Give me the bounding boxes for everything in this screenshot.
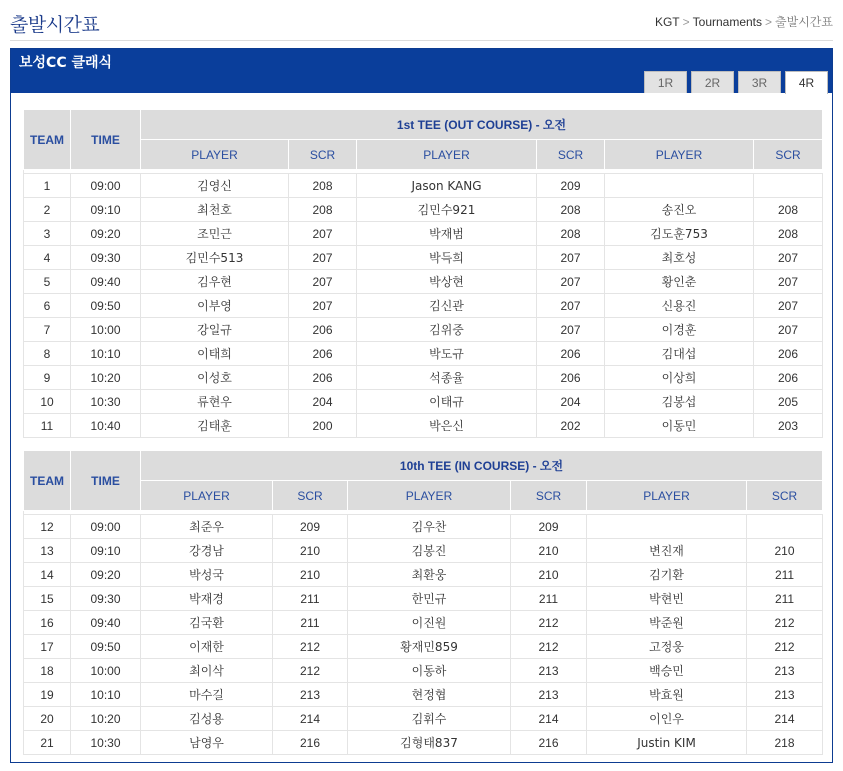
player-name: 김봉진	[348, 539, 511, 563]
tee-times-panel	[10, 48, 833, 763]
player-score: 212	[747, 635, 823, 659]
page-title: 출발시간표	[10, 14, 100, 36]
table-row	[24, 563, 823, 587]
player-score: 210	[273, 563, 348, 587]
player-score: 206	[537, 342, 605, 366]
player-name: 박현빈	[587, 587, 747, 611]
column-header-scr: SCR	[754, 140, 823, 170]
player-score: 206	[537, 366, 605, 390]
team-number: 12	[24, 515, 71, 539]
player-name: 남영우	[141, 731, 273, 755]
tee-table-body	[24, 174, 823, 438]
player-score: 207	[289, 270, 357, 294]
team-number: 19	[24, 683, 71, 707]
player-score: 210	[747, 539, 823, 563]
tee-time: 10:30	[71, 390, 141, 414]
column-header-player: PLAYER	[348, 481, 511, 511]
column-header-scr: SCR	[537, 140, 605, 170]
player-name: 이태규	[357, 390, 537, 414]
player-name: 김도훈753	[605, 222, 754, 246]
team-number: 17	[24, 635, 71, 659]
team-number: 8	[24, 342, 71, 366]
player-name: 이경훈	[605, 318, 754, 342]
tee-time: 09:50	[71, 635, 141, 659]
player-name: 김봉섭	[605, 390, 754, 414]
breadcrumb-separator: >	[682, 15, 690, 29]
player-score: 208	[537, 198, 605, 222]
table-row	[24, 659, 823, 683]
table-row	[24, 414, 823, 438]
player-name: 최이삭	[141, 659, 273, 683]
player-score: 212	[273, 635, 348, 659]
player-score: 207	[754, 318, 823, 342]
player-name: 백승민	[587, 659, 747, 683]
player-score: 209	[511, 515, 587, 539]
player-score: 206	[289, 366, 357, 390]
player-score: 207	[537, 246, 605, 270]
tee-time: 09:30	[71, 587, 141, 611]
player-score: 212	[511, 611, 587, 635]
table-row	[24, 731, 823, 755]
tee-table-in-course	[23, 450, 823, 755]
player-name: 변진재	[587, 539, 747, 563]
player-name: 이인우	[587, 707, 747, 731]
player-name: 김신관	[357, 294, 537, 318]
player-name: 김민수921	[357, 198, 537, 222]
player-score	[754, 174, 823, 198]
tee-time: 10:20	[71, 707, 141, 731]
player-name: 한민규	[348, 587, 511, 611]
player-score: 214	[747, 707, 823, 731]
column-header-scr: SCR	[747, 481, 823, 511]
player-score: 214	[511, 707, 587, 731]
player-name: 강일규	[141, 318, 289, 342]
player-score: 207	[754, 294, 823, 318]
player-name: 박효원	[587, 683, 747, 707]
player-name: Jason KANG	[357, 174, 537, 198]
player-score: 208	[754, 222, 823, 246]
player-name: 이동하	[348, 659, 511, 683]
tee-time: 09:20	[71, 563, 141, 587]
player-score: 200	[289, 414, 357, 438]
tee-time: 09:30	[71, 246, 141, 270]
player-score: 213	[511, 683, 587, 707]
tee-time: 10:10	[71, 683, 141, 707]
player-name: 류현우	[141, 390, 289, 414]
team-number: 6	[24, 294, 71, 318]
table-row	[24, 635, 823, 659]
player-name: 김우현	[141, 270, 289, 294]
player-score: 207	[289, 246, 357, 270]
table-row	[24, 515, 823, 539]
player-name: 김성용	[141, 707, 273, 731]
player-score: 213	[511, 659, 587, 683]
team-number: 15	[24, 587, 71, 611]
course-header: 10th TEE (IN COURSE) - 오전	[141, 451, 823, 481]
team-number: 20	[24, 707, 71, 731]
player-name: 이재한	[141, 635, 273, 659]
team-number: 10	[24, 390, 71, 414]
breadcrumb-item-kgt[interactable]: KGT	[654, 15, 680, 29]
team-number: 3	[24, 222, 71, 246]
player-score: 205	[754, 390, 823, 414]
player-name: 조민근	[141, 222, 289, 246]
table-row	[24, 342, 823, 366]
player-name: 박득희	[357, 246, 537, 270]
player-name: 김태훈	[141, 414, 289, 438]
player-name: 박준원	[587, 611, 747, 635]
player-score: 211	[511, 587, 587, 611]
panel-header	[11, 49, 832, 93]
player-name: 김대섭	[605, 342, 754, 366]
player-score	[747, 515, 823, 539]
column-header-player: PLAYER	[605, 140, 754, 170]
table-row	[24, 587, 823, 611]
breadcrumb-separator: >	[765, 15, 773, 29]
course-header: 1st TEE (OUT COURSE) - 오전	[141, 110, 823, 140]
table-row	[24, 198, 823, 222]
player-name: 최호성	[605, 246, 754, 270]
team-number: 11	[24, 414, 71, 438]
table-row	[24, 366, 823, 390]
player-name: 김위중	[357, 318, 537, 342]
team-number: 5	[24, 270, 71, 294]
tee-time: 10:00	[71, 318, 141, 342]
player-name: 최환웅	[348, 563, 511, 587]
column-header-scr: SCR	[273, 481, 348, 511]
player-name: 이성호	[141, 366, 289, 390]
team-number: 16	[24, 611, 71, 635]
breadcrumb-item-current: 출발시간표	[775, 15, 833, 29]
tee-time: 09:40	[71, 270, 141, 294]
player-score: 207	[537, 270, 605, 294]
player-score: 212	[747, 611, 823, 635]
player-score: 208	[754, 198, 823, 222]
player-name: 김영신	[141, 174, 289, 198]
table-row	[24, 318, 823, 342]
column-header-player: PLAYER	[141, 140, 289, 170]
tee-time: 09:40	[71, 611, 141, 635]
player-score: 208	[289, 198, 357, 222]
player-name	[605, 174, 754, 198]
table-row	[24, 539, 823, 563]
table-row	[24, 222, 823, 246]
player-score: 211	[747, 587, 823, 611]
tab-round-3[interactable]: 3R	[738, 71, 781, 93]
player-name: 황인춘	[605, 270, 754, 294]
player-name: 박재범	[357, 222, 537, 246]
player-name	[587, 515, 747, 539]
player-score: 212	[273, 659, 348, 683]
player-name: 송진오	[605, 198, 754, 222]
team-number: 2	[24, 198, 71, 222]
table-row	[24, 611, 823, 635]
table-row	[24, 707, 823, 731]
tee-time: 10:30	[71, 731, 141, 755]
team-number: 9	[24, 366, 71, 390]
team-number: 7	[24, 318, 71, 342]
player-name: 마수길	[141, 683, 273, 707]
tee-table-out-course	[23, 109, 823, 438]
tee-time: 10:20	[71, 366, 141, 390]
player-score: 209	[273, 515, 348, 539]
tee-time: 09:50	[71, 294, 141, 318]
tee-time: 09:00	[71, 515, 141, 539]
player-name: 석종율	[357, 366, 537, 390]
tee-time: 10:10	[71, 342, 141, 366]
player-name: 이상희	[605, 366, 754, 390]
column-header-player: PLAYER	[587, 481, 747, 511]
player-score: 216	[273, 731, 348, 755]
player-name: 이태희	[141, 342, 289, 366]
team-number: 1	[24, 174, 71, 198]
player-name: 이부영	[141, 294, 289, 318]
table-row	[24, 294, 823, 318]
player-score: 210	[511, 539, 587, 563]
tee-time: 09:10	[71, 198, 141, 222]
column-header-scr: SCR	[289, 140, 357, 170]
title-divider	[10, 40, 833, 41]
player-score: 208	[289, 174, 357, 198]
table-row	[24, 683, 823, 707]
player-score: 207	[754, 270, 823, 294]
player-score: 207	[537, 294, 605, 318]
player-score: 210	[273, 539, 348, 563]
player-name: 황재민859	[348, 635, 511, 659]
tee-table-body	[24, 515, 823, 755]
team-number: 14	[24, 563, 71, 587]
player-name: 김국환	[141, 611, 273, 635]
column-header-team: TEAM	[24, 451, 71, 511]
player-score: 214	[273, 707, 348, 731]
team-number: 13	[24, 539, 71, 563]
player-score: 212	[511, 635, 587, 659]
player-score: 213	[273, 683, 348, 707]
player-name: 김우찬	[348, 515, 511, 539]
tee-time: 10:40	[71, 414, 141, 438]
player-score: 208	[537, 222, 605, 246]
table-row	[24, 174, 823, 198]
column-header-time: TIME	[71, 110, 141, 170]
player-name: 김기환	[587, 563, 747, 587]
player-name: 고정웅	[587, 635, 747, 659]
player-score: 204	[537, 390, 605, 414]
player-name: 최천호	[141, 198, 289, 222]
player-score: 206	[289, 318, 357, 342]
player-name: 신용진	[605, 294, 754, 318]
player-name: Justin KIM	[587, 731, 747, 755]
player-score: 202	[537, 414, 605, 438]
player-score: 207	[537, 318, 605, 342]
tab-round-2[interactable]: 2R	[691, 71, 734, 93]
player-score: 216	[511, 731, 587, 755]
round-tabs	[640, 71, 828, 93]
player-score: 207	[289, 294, 357, 318]
player-name: 박도규	[357, 342, 537, 366]
player-name: 강경남	[141, 539, 273, 563]
breadcrumb-item-tournaments[interactable]: Tournaments	[692, 15, 763, 29]
player-name: 이동민	[605, 414, 754, 438]
table-row	[24, 390, 823, 414]
player-score: 218	[747, 731, 823, 755]
tee-time: 10:00	[71, 659, 141, 683]
column-header-scr: SCR	[511, 481, 587, 511]
player-score: 210	[511, 563, 587, 587]
player-name: 현정협	[348, 683, 511, 707]
player-score: 206	[754, 366, 823, 390]
player-score: 206	[289, 342, 357, 366]
tee-time: 09:20	[71, 222, 141, 246]
player-name: 최준우	[141, 515, 273, 539]
column-header-team: TEAM	[24, 110, 71, 170]
tab-round-1[interactable]: 1R	[644, 71, 687, 93]
player-score: 213	[747, 659, 823, 683]
player-name: 박은신	[357, 414, 537, 438]
team-number: 21	[24, 731, 71, 755]
player-score: 206	[754, 342, 823, 366]
player-score: 211	[747, 563, 823, 587]
tab-round-4[interactable]: 4R	[785, 71, 828, 94]
column-header-player: PLAYER	[141, 481, 273, 511]
player-score: 204	[289, 390, 357, 414]
player-score: 213	[747, 683, 823, 707]
player-score: 203	[754, 414, 823, 438]
player-name: 김휘수	[348, 707, 511, 731]
player-name: 김형태837	[348, 731, 511, 755]
column-header-player: PLAYER	[357, 140, 537, 170]
player-score: 207	[754, 246, 823, 270]
table-row	[24, 270, 823, 294]
player-score: 209	[537, 174, 605, 198]
breadcrumb	[655, 13, 833, 30]
player-name: 박상현	[357, 270, 537, 294]
player-score: 211	[273, 587, 348, 611]
column-header-time: TIME	[71, 451, 141, 511]
table-row	[24, 246, 823, 270]
player-name: 이진원	[348, 611, 511, 635]
player-name: 박재경	[141, 587, 273, 611]
player-score: 207	[289, 222, 357, 246]
tee-time: 09:00	[71, 174, 141, 198]
tournament-title: 보성CC 클래식	[19, 55, 113, 71]
team-number: 4	[24, 246, 71, 270]
tee-time: 09:10	[71, 539, 141, 563]
team-number: 18	[24, 659, 71, 683]
player-name: 김민수513	[141, 246, 289, 270]
player-score: 211	[273, 611, 348, 635]
player-name: 박성국	[141, 563, 273, 587]
